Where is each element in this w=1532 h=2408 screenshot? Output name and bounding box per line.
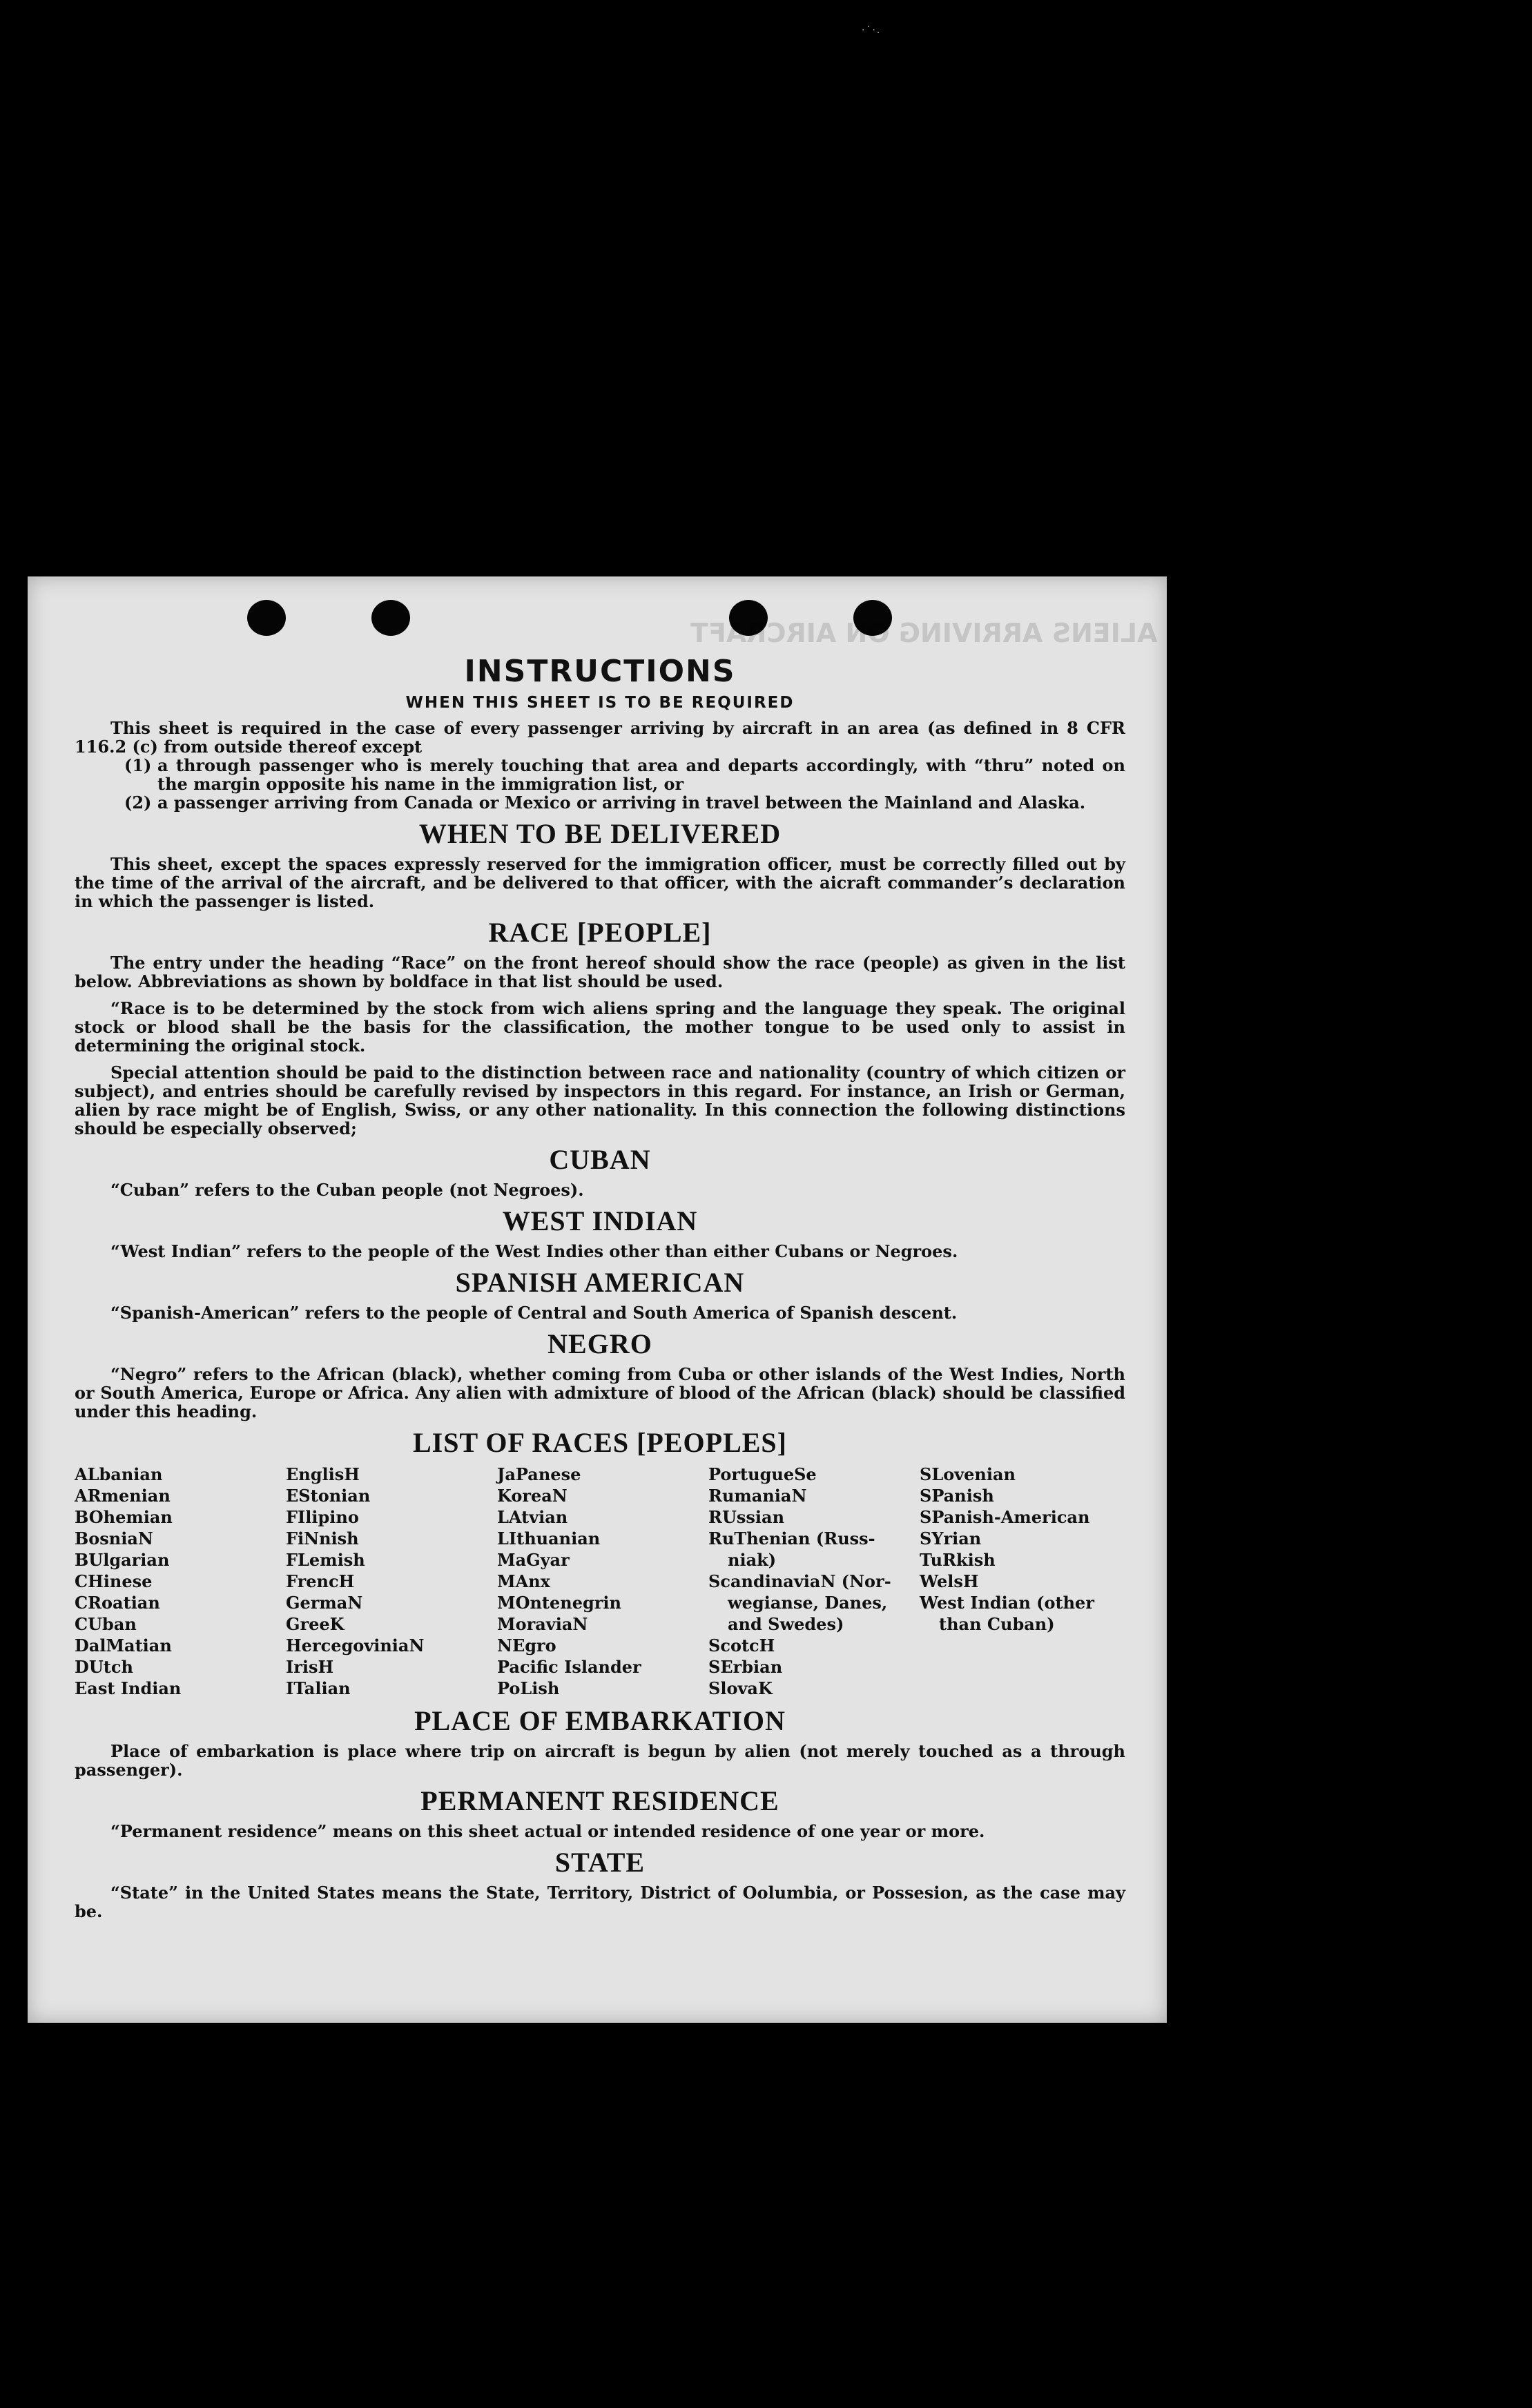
cuban-text: “Cuban” refers to the Cuban people (not Negroes). xyxy=(110,1180,584,1200)
race-entry: FLemish xyxy=(286,1550,365,1570)
race-paragraph: The entry under the heading “Race” on the front hereof should show the race (people) as given in the list below. Abbreviations as shown by boldface in that list should be used. xyxy=(75,953,1125,991)
race-entry: and Swedes) xyxy=(728,1614,844,1634)
punch-hole xyxy=(247,600,286,636)
race-entry: JaPanese xyxy=(497,1464,581,1484)
race-entry: DUtch xyxy=(75,1657,133,1677)
race-entry: WelsH xyxy=(920,1571,979,1591)
west-indian-heading: WEST INDIAN xyxy=(502,1205,698,1236)
race-entry: BosniaN xyxy=(75,1528,153,1548)
race-entry: KoreaN xyxy=(497,1486,568,1506)
delivered-heading: WHEN TO BE DELIVERED xyxy=(418,818,782,849)
residence-heading: PERMANENT RESIDENCE xyxy=(420,1785,779,1816)
spanish-american-heading: SPANISH AMERICAN xyxy=(455,1267,745,1298)
race-entry: CRoatian xyxy=(75,1593,160,1613)
race-entry: Pacific Islander xyxy=(497,1657,641,1677)
state-heading: STATE xyxy=(554,1847,646,1878)
race-entry: CUban xyxy=(75,1614,137,1634)
race-entry: ARmenian xyxy=(75,1486,171,1506)
race-entry: SErbian xyxy=(708,1657,783,1677)
race-entry: RUssian xyxy=(708,1507,785,1527)
race-column xyxy=(497,1464,708,1699)
race-entry: SlovaK xyxy=(708,1678,773,1698)
race-entry: MaGyar xyxy=(497,1550,570,1570)
race-entry: FrencH xyxy=(286,1571,355,1591)
document-sheet xyxy=(28,576,1532,2023)
delivered-text: This sheet, except the spaces expressly reserved for the immigration officer, must be correctly filled out by the time of the arrival of the aircraft, and be delivered to that officer, with the aicraft commander’s declaration in which the passenger is listed. xyxy=(75,854,1125,911)
race-entry: EStonian xyxy=(286,1486,371,1506)
race-paragraph: Special attention should be paid to the distinction between race and nationality (country of which citizen or subject), and entries should be carefully revised by inspectors in this regard. For instance, an Irish or German, alien by race might be of English, Swiss, or any other nationality. In this connection the following distinctions should be especially observed; xyxy=(75,1062,1125,1138)
race-column xyxy=(920,1464,1125,1699)
instructions-title: INSTRUCTIONS xyxy=(464,654,736,689)
exception-text: a passenger arriving from Canada or Mexico or arriving in travel between the Mainland and Alaska. xyxy=(157,793,1086,813)
race-entry: ITalian xyxy=(286,1678,351,1698)
race-entry: MoraviaN xyxy=(497,1614,588,1634)
race-entry: RuThenian (Russ- xyxy=(708,1528,875,1548)
list-of-races-heading: LIST OF RACES [PEOPLES] xyxy=(412,1427,787,1458)
race-entry: ScotcH xyxy=(708,1635,775,1656)
race-entry: NEgro xyxy=(497,1635,556,1656)
race-entry: East Indian xyxy=(75,1678,182,1698)
race-entry: SPanish xyxy=(920,1486,994,1506)
race-entry: BOhemian xyxy=(75,1507,173,1527)
bleed-through-text: INFORMATION SHEET ON ALIENS ARRIVING ON AIRCRAFT xyxy=(690,618,1532,648)
race-entry: FiNnish xyxy=(286,1528,359,1548)
instructions-intro: This sheet is required in the case of every passenger arriving by aircraft in an area (as defined in 8 CFR 116.2 (c) from outside thereof except xyxy=(75,718,1125,757)
race-entry: wegianse, Danes, xyxy=(728,1593,888,1613)
race-entry: LIthuanian xyxy=(497,1528,601,1548)
state-text: “State” in the United States means the State, Territory, District of Oolumbia, or Possesion, as the case may be. xyxy=(75,1883,1125,1921)
race-column xyxy=(708,1464,920,1699)
race-entry: HercegoviniaN xyxy=(286,1635,425,1656)
negro-heading: NEGRO xyxy=(547,1328,652,1359)
embarkation-text: Place of embarkation is place where trip on aircraft is begun by alien (not merely touched as a through passenger). xyxy=(75,1741,1125,1780)
cuban-heading: CUBAN xyxy=(549,1144,651,1175)
race-entry: LAtvian xyxy=(497,1507,568,1527)
race-entry: MOntenegrin xyxy=(497,1593,621,1613)
race-entry: CHinese xyxy=(75,1571,153,1591)
race-entry: EnglisH xyxy=(286,1464,360,1484)
race-entry: RumaniaN xyxy=(708,1486,807,1506)
race-entry: SYrian xyxy=(920,1528,982,1548)
instructions-subtitle: WHEN THIS SHEET IS TO BE REQUIRED xyxy=(405,694,795,712)
exception-list xyxy=(75,756,1125,812)
exception-item xyxy=(124,755,1125,794)
race-entry: than Cuban) xyxy=(939,1614,1055,1634)
race-column xyxy=(286,1464,497,1699)
race-entry: MAnx xyxy=(497,1571,550,1591)
race-heading: RACE [PEOPLE] xyxy=(488,917,712,948)
race-entry: TuRkish xyxy=(920,1550,996,1570)
exception-number: (1) xyxy=(124,755,152,775)
race-entry: SLovenian xyxy=(920,1464,1016,1484)
west-indian-text: “West Indian” refers to the people of the West Indies other than either Cubans or Negroes. xyxy=(110,1241,958,1261)
race-entry: SPanish-American xyxy=(920,1507,1090,1527)
exception-number: (2) xyxy=(124,793,152,813)
race-entry: FIlipino xyxy=(286,1507,359,1527)
race-entry: ALbanian xyxy=(75,1464,163,1484)
exception-item xyxy=(124,793,1125,813)
embarkation-heading: PLACE OF EMBARKATION xyxy=(414,1705,786,1736)
race-paragraph: “Race is to be determined by the stock from wich aliens spring and the language they speak. The original stock or blood shall be the basis for the classification, the mother tongue to be used only to assist in determining the original stock. xyxy=(75,998,1125,1056)
race-entry: niak) xyxy=(728,1550,777,1570)
exception-text: a through passenger who is merely touching that area and departs accordingly, with “thru” noted on the margin opposite his name in the immigration list, or xyxy=(157,755,1125,794)
race-entry: PoLish xyxy=(497,1678,560,1698)
races-table xyxy=(75,1464,1125,1699)
scan-speck: ·˙·. xyxy=(862,25,882,36)
instructions-content xyxy=(75,652,1125,1921)
residence-text: “Permanent residence” means on this sheet actual or intended residence of one year or more. xyxy=(110,1821,985,1841)
race-entry: GreeK xyxy=(286,1614,345,1634)
punch-hole xyxy=(371,600,410,636)
race-entry: ScandinaviaN (Nor- xyxy=(708,1571,891,1591)
race-entry: IrisH xyxy=(286,1657,334,1677)
race-entry: West Indian (other xyxy=(920,1593,1094,1613)
race-entry: GermaN xyxy=(286,1593,363,1613)
spanish-american-text: “Spanish-American” refers to the people of Central and South America of Spanish descent. xyxy=(110,1303,958,1323)
race-entry: PortugueSe xyxy=(708,1464,817,1484)
race-entry: DalMatian xyxy=(75,1635,172,1656)
race-entry: BUlgarian xyxy=(75,1550,170,1570)
race-column xyxy=(75,1464,286,1699)
negro-text: “Negro” refers to the African (black), whether coming from Cuba or other islands of the West Indies, North or South America, Europe or Africa. Any alien with admixture of blood of the African (black) should be classified under this heading. xyxy=(75,1364,1125,1421)
